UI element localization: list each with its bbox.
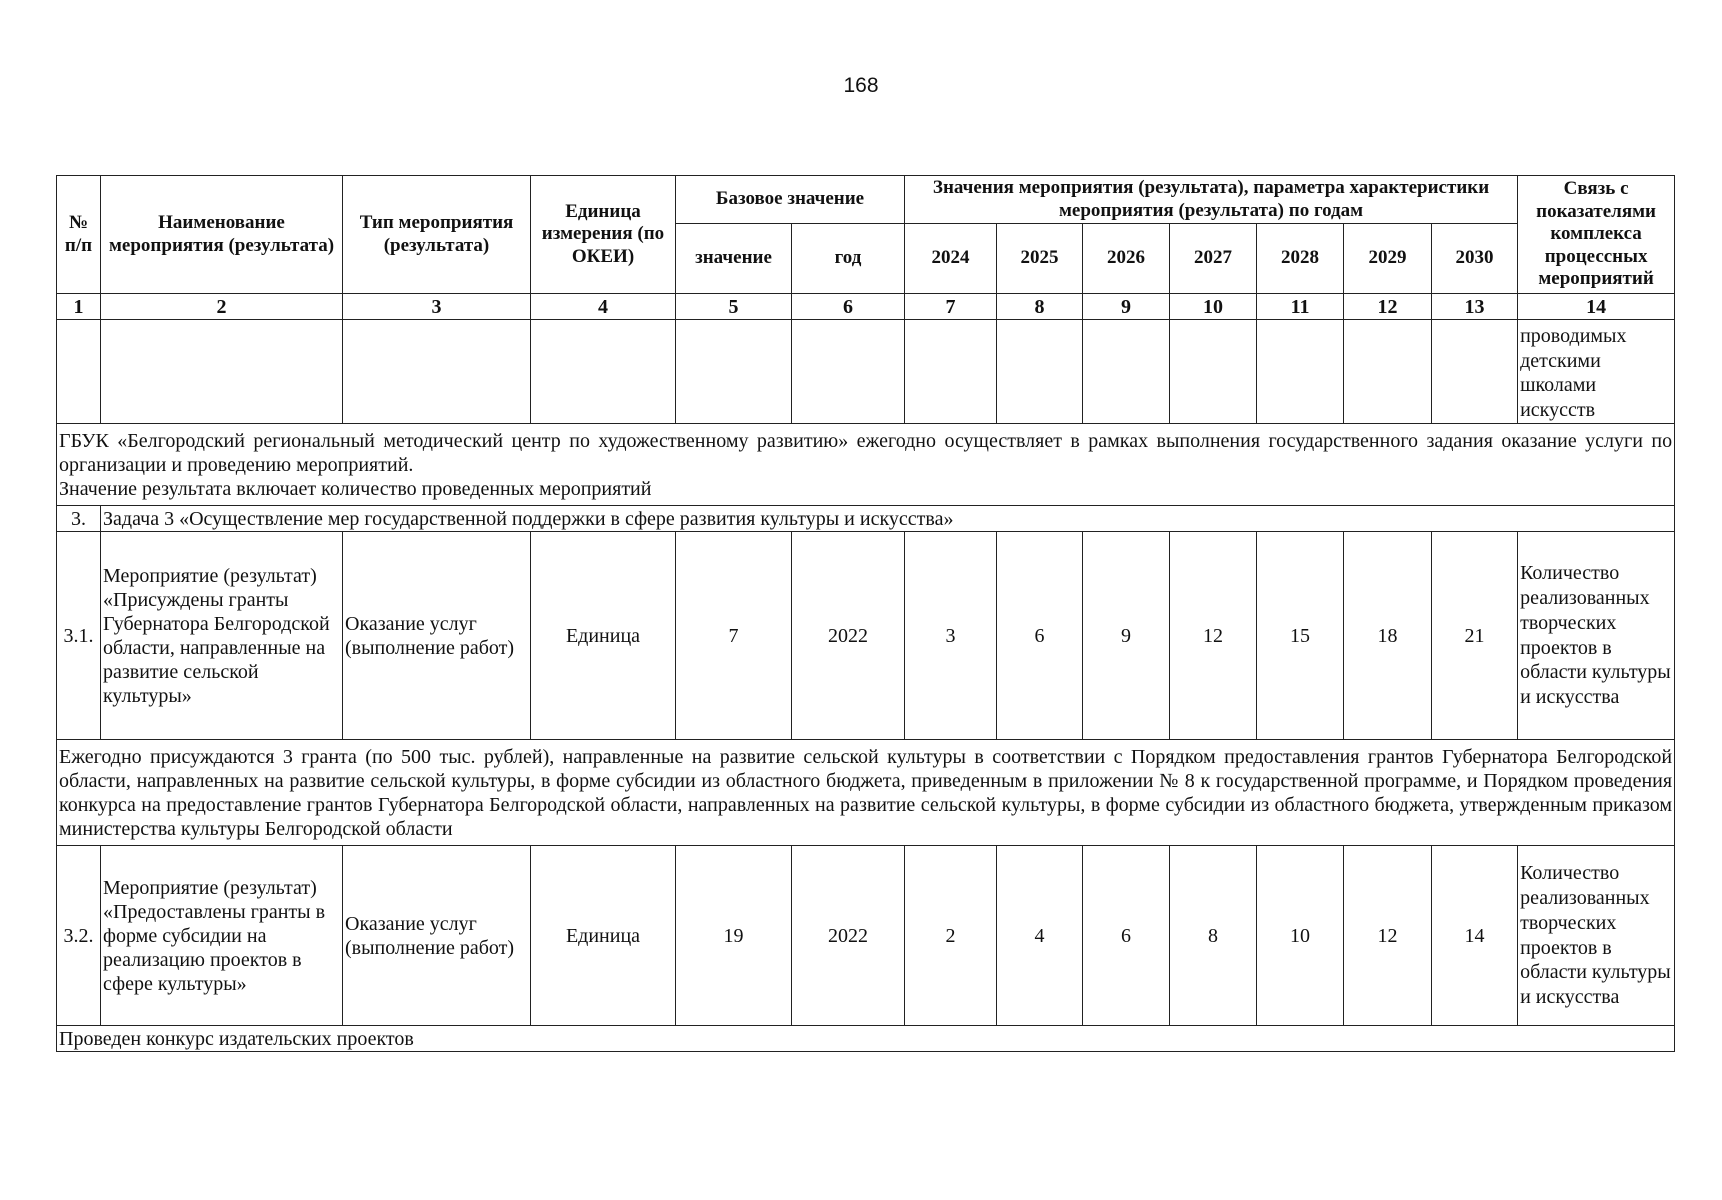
row-base-year: 2022 xyxy=(792,846,905,1026)
row-year-value: 10 xyxy=(1257,846,1344,1026)
empty-cell xyxy=(57,320,101,424)
row-year-value: 12 xyxy=(1170,532,1257,740)
events-table xyxy=(56,175,1675,1052)
column-number: 2 xyxy=(101,294,343,320)
header-year: 2029 xyxy=(1344,224,1432,294)
row-base-year: 2022 xyxy=(792,532,905,740)
empty-cell xyxy=(1432,320,1518,424)
note-text: Проведен конкурс издательских проектов xyxy=(57,1026,1675,1052)
row-base-value: 19 xyxy=(676,846,792,1026)
empty-cell xyxy=(905,320,997,424)
empty-cell xyxy=(997,320,1083,424)
column-number: 12 xyxy=(1344,294,1432,320)
row-year-value: 9 xyxy=(1083,532,1170,740)
continuation-link-text: проводимых детскими школами искусств xyxy=(1518,320,1675,424)
note-text: Ежегодно присуждаются 3 гранта (по 500 тыс. рублей), направленные на развитие сельской культуры в соответствии с Порядком предоставления грантов Губернатора Белгородской области, направленных на развитие сельской культуры, в форме субсидии из областного бюджета, приведенным в приложении № 8 к государственной программе, и Порядком проведения конкурса на предоставление грантов Губернатора Белгородской области, направленных на развитие сельской культуры, в форме субсидии из областного бюджета, утвержденным приказом министерства культуры Белгородской области xyxy=(57,740,1675,846)
row-unit: Единица xyxy=(531,532,676,740)
header-year: 2025 xyxy=(997,224,1083,294)
row-year-value: 6 xyxy=(1083,846,1170,1026)
header-name: Наименование мероприятия (результата) xyxy=(101,176,343,294)
row-name: Мероприятие (результат) «Предоставлены гранты в форме субсидии на реализацию проектов в сфере культуры» xyxy=(101,846,343,1026)
row-year-value: 4 xyxy=(997,846,1083,1026)
empty-cell xyxy=(676,320,792,424)
column-number: 4 xyxy=(531,294,676,320)
header-year: 2026 xyxy=(1083,224,1170,294)
row-unit: Единица xyxy=(531,846,676,1026)
table-row xyxy=(57,532,1675,740)
row-year-value: 15 xyxy=(1257,532,1344,740)
header-base-value: значение xyxy=(676,224,792,294)
row-year-value: 3 xyxy=(905,532,997,740)
note-cell xyxy=(57,424,1675,506)
row-year-value: 6 xyxy=(997,532,1083,740)
empty-cell xyxy=(1083,320,1170,424)
header-year: 2024 xyxy=(905,224,997,294)
column-number: 13 xyxy=(1432,294,1518,320)
header-link: Связь с показателями комплекса процессных мероприятий xyxy=(1518,176,1675,294)
note-text: Значение результата включает количество проведенных мероприятий xyxy=(59,477,652,500)
row-year-value: 2 xyxy=(905,846,997,1026)
column-number: 5 xyxy=(676,294,792,320)
row-year-value: 8 xyxy=(1170,846,1257,1026)
header-row-1 xyxy=(57,176,1675,224)
empty-cell xyxy=(343,320,531,424)
page-number: 168 xyxy=(843,74,879,97)
header-year: 2030 xyxy=(1432,224,1518,294)
empty-cell xyxy=(101,320,343,424)
continuation-row xyxy=(57,320,1675,424)
column-number: 1 xyxy=(57,294,101,320)
note-text: ГБУК «Белгородский региональный методический центр по художественному развитию» ежегодно осуществляет в рамках выполнения государственного задания оказание услуги по организации и проведению мероприятий. xyxy=(59,429,1673,476)
row-base-value: 7 xyxy=(676,532,792,740)
header-years-group: Значения мероприятия (результата), параметра характеристики мероприятия (результата) по годам xyxy=(905,176,1518,224)
column-numbers-row xyxy=(57,294,1675,320)
note-row xyxy=(57,1026,1675,1052)
row-link: Количество реализованных творческих проектов в области культуры и искусства xyxy=(1518,532,1675,740)
row-number: 3.2. xyxy=(57,846,101,1026)
header-year: 2027 xyxy=(1170,224,1257,294)
header-year: 2028 xyxy=(1257,224,1344,294)
column-number: 6 xyxy=(792,294,905,320)
table-row xyxy=(57,846,1675,1026)
row-year-value: 18 xyxy=(1344,532,1432,740)
note-row xyxy=(57,424,1675,506)
row-link: Количество реализованных творческих проектов в области культуры и искусства xyxy=(1518,846,1675,1026)
task-row xyxy=(57,506,1675,532)
empty-cell xyxy=(792,320,905,424)
header-base-group: Базовое значение xyxy=(676,176,905,224)
empty-cell xyxy=(1257,320,1344,424)
row-name: Мероприятие (результат) «Присуждены гранты Губернатора Белгородской области, направленные на развитие сельской культуры» xyxy=(101,532,343,740)
column-number: 11 xyxy=(1257,294,1344,320)
note-row xyxy=(57,740,1675,846)
column-number: 14 xyxy=(1518,294,1675,320)
empty-cell xyxy=(1344,320,1432,424)
row-year-value: 12 xyxy=(1344,846,1432,1026)
column-number: 3 xyxy=(343,294,531,320)
task-number: 3. xyxy=(57,506,101,532)
header-type: Тип мероприятия (результата) xyxy=(343,176,531,294)
header-base-year: год xyxy=(792,224,905,294)
row-number: 3.1. xyxy=(57,532,101,740)
column-number: 10 xyxy=(1170,294,1257,320)
empty-cell xyxy=(531,320,676,424)
task-title: Задача 3 «Осуществление мер государственной поддержки в сфере развития культуры и искусства» xyxy=(101,506,1675,532)
column-number: 7 xyxy=(905,294,997,320)
row-type: Оказание услуг (выполнение работ) xyxy=(343,846,531,1026)
empty-cell xyxy=(1170,320,1257,424)
column-number: 8 xyxy=(997,294,1083,320)
column-number: 9 xyxy=(1083,294,1170,320)
row-year-value: 21 xyxy=(1432,532,1518,740)
header-unit: Единица измерения (по ОКЕИ) xyxy=(531,176,676,294)
row-type: Оказание услуг (выполнение работ) xyxy=(343,532,531,740)
header-num: № п/п xyxy=(57,176,101,294)
row-year-value: 14 xyxy=(1432,846,1518,1026)
